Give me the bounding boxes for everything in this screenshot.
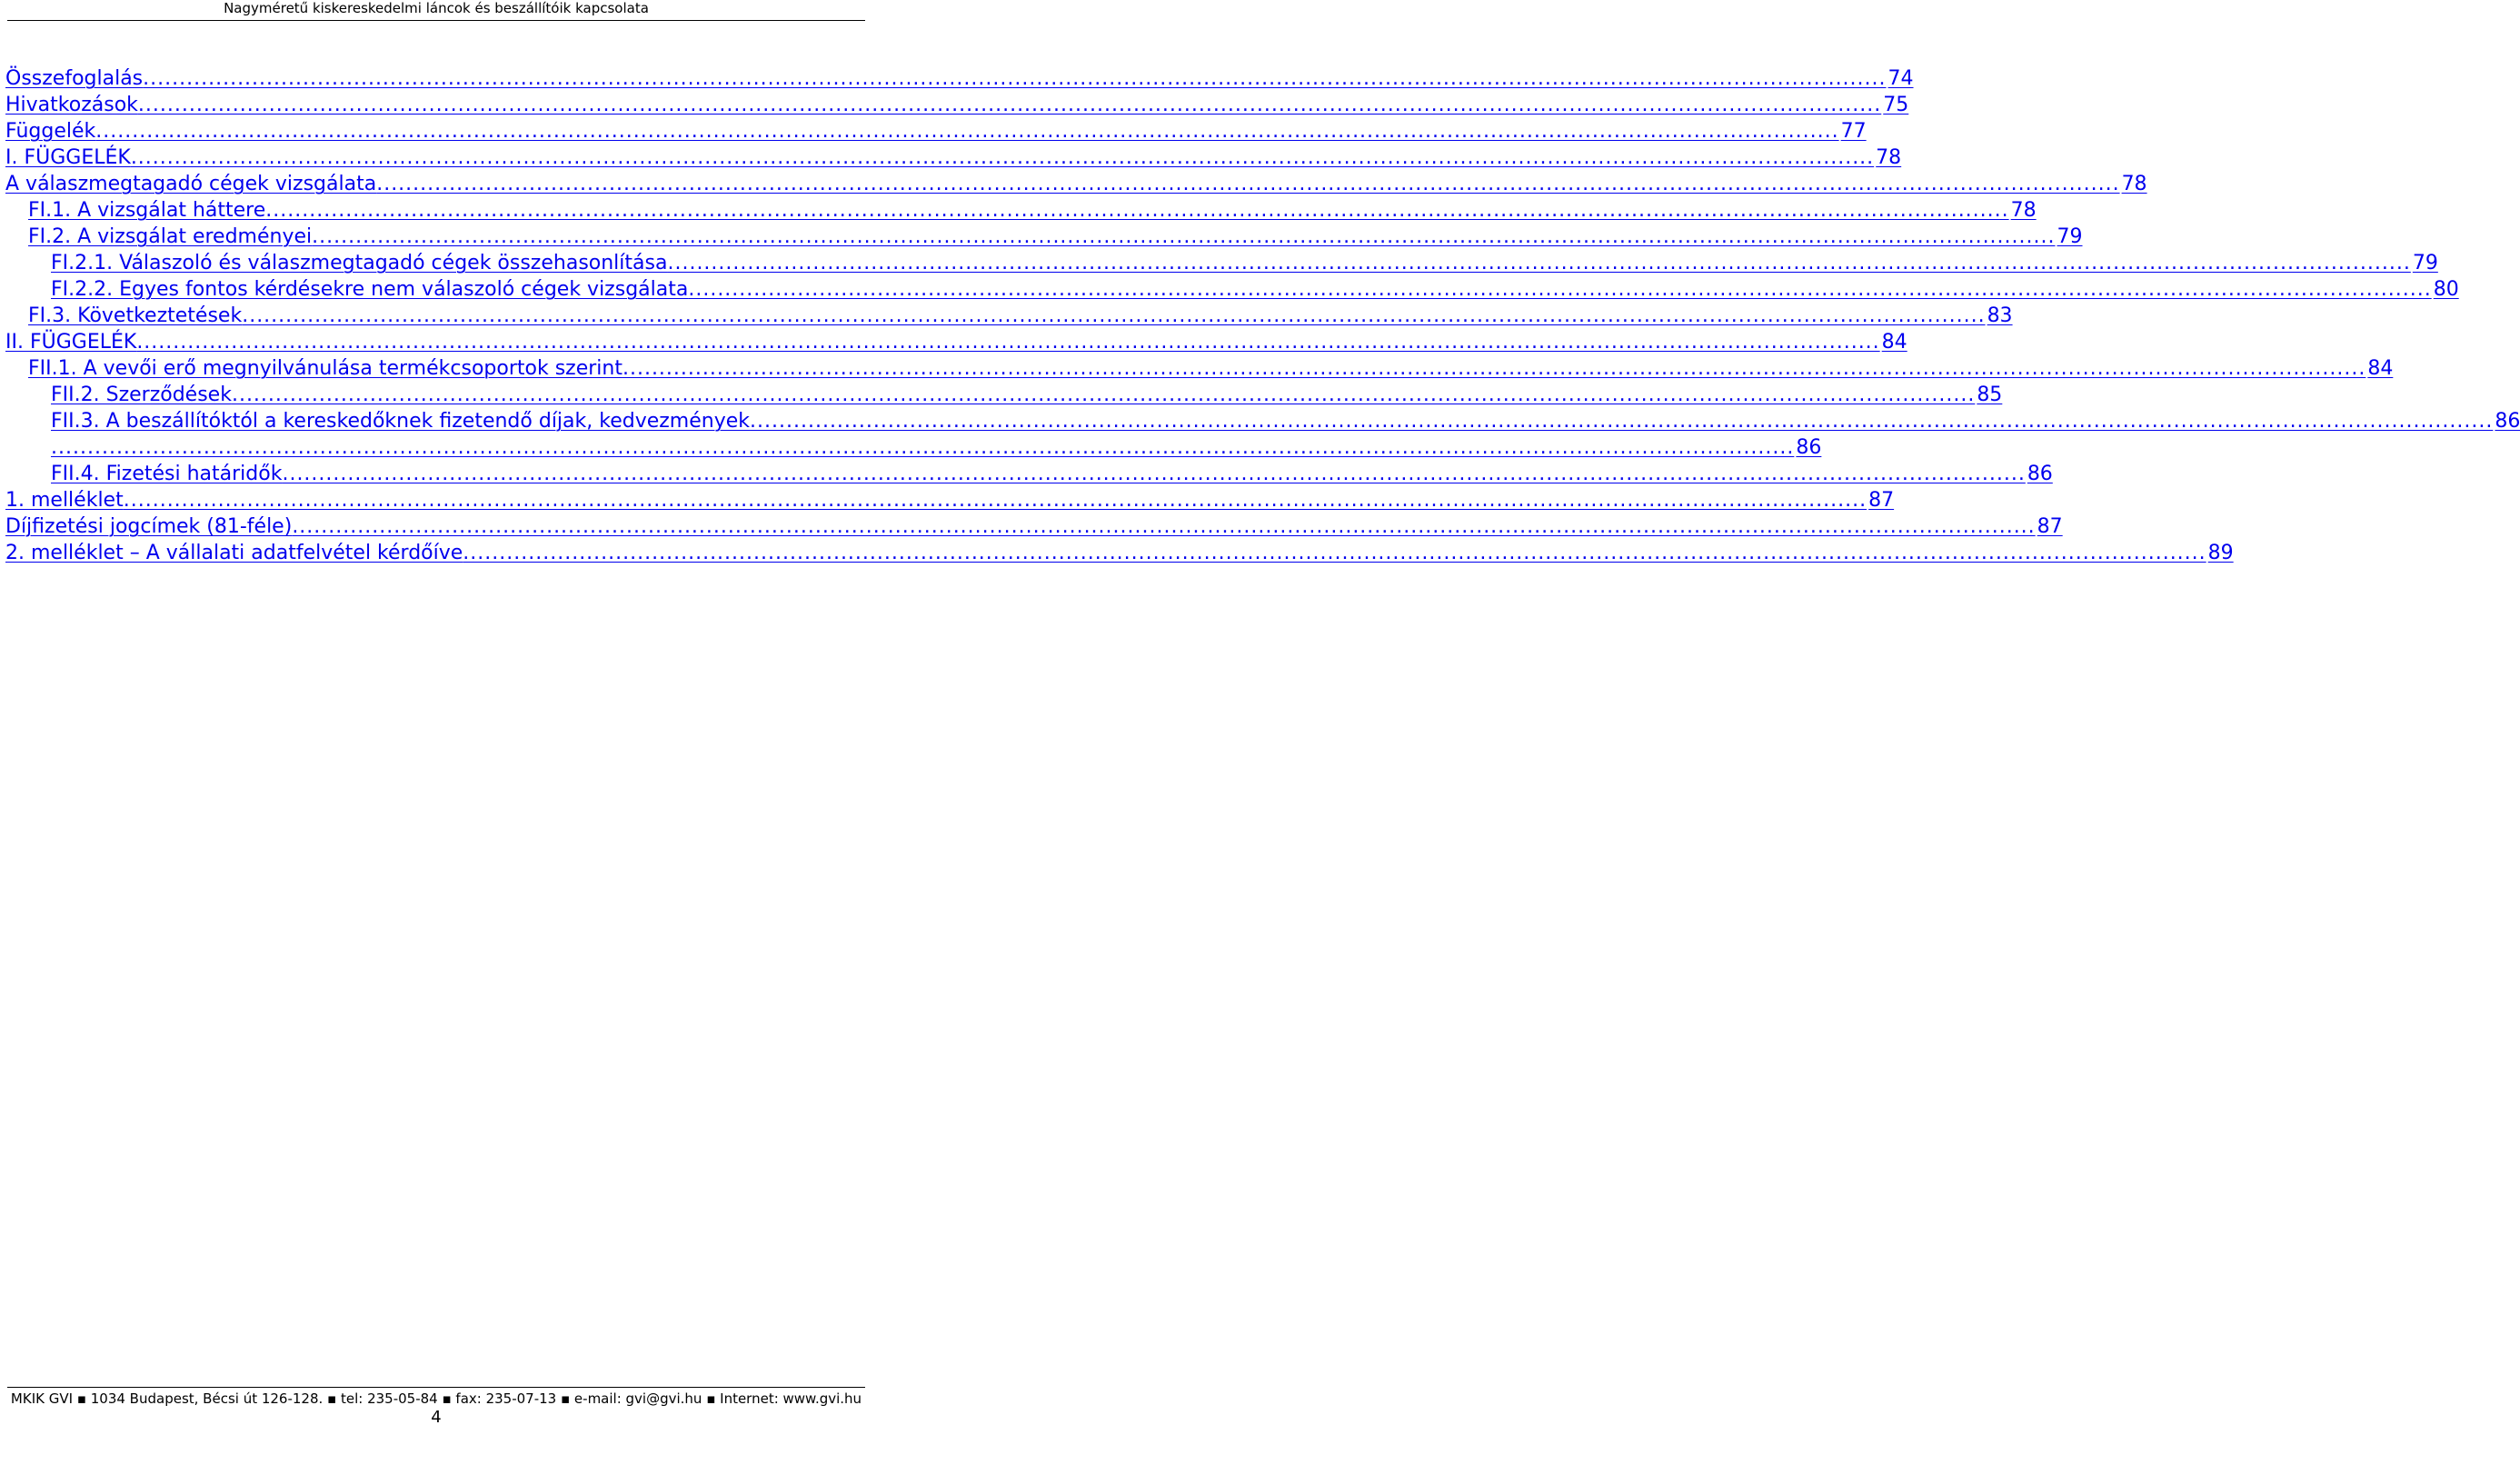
toc-title: Díjfizetési jogcímek (81-féle) [5, 515, 293, 538]
toc-page-number: 77 [1840, 120, 1867, 143]
toc-title: Összefoglalás [5, 67, 144, 90]
toc-entry-fuggelek[interactable] [5, 118, 1867, 145]
toc-title: FI.2.2. Egyes fontos kérdésekre nem válaszoló cégek vizsgálata [51, 278, 689, 301]
toc-title: FI.1. A vizsgálat háttere [28, 199, 266, 222]
toc-dot-leader [143, 65, 1886, 92]
toc-title: 1. melléklet [5, 489, 124, 512]
toc-page-number: 89 [2207, 542, 2234, 564]
toc-page-number: 78 [2010, 199, 2037, 222]
toc-page-number: 75 [1883, 94, 1909, 116]
toc-page-number: 87 [1868, 489, 1895, 512]
toc-dot-leader [292, 513, 2035, 540]
toc-page-number: 87 [2037, 515, 2063, 538]
running-footer: MKIK GVI ▪ 1034 Budapest, Bécsi út 126-128. ▪ tel: 235-05-84 ▪ fax: 235-07-13 ▪ e-mail: gvi@gvi.hu ▪ Internet: www.gvi.hu [10, 1390, 862, 1407]
toc-page-number: 86 [2027, 463, 2053, 485]
toc-entry-osszefoglalas[interactable] [5, 65, 1914, 92]
toc-page-number: 80 [2433, 278, 2459, 301]
toc-dot-leader [136, 329, 1879, 355]
toc-entry-ii-fuggelek[interactable] [5, 329, 1907, 355]
toc-dot-leader [463, 540, 2206, 566]
toc-title: Függelék [5, 120, 96, 143]
page-number: 4 [431, 1408, 442, 1427]
toc-page-number: 79 [2412, 252, 2438, 274]
header-title: Nagyméretű kiskereskedelmi láncok és beszállítóik kapcsolata [224, 0, 649, 16]
toc-entry-fi2[interactable] [5, 224, 2083, 250]
toc-title: FI.2.1. Válaszoló és válaszmegtagadó cégek összehasonlítása [51, 252, 668, 274]
toc-page-number: 85 [1977, 384, 2003, 406]
toc-entry-melleklet-1[interactable] [5, 487, 1895, 513]
footer-divider [7, 1387, 865, 1388]
toc-dot-leader [282, 461, 2025, 487]
toc-title: FI.3. Következtetések [28, 304, 243, 327]
toc-page-number: 78 [1876, 146, 1902, 169]
toc-title: FII.2. Szerződések [51, 384, 232, 406]
toc-dot-leader [265, 197, 2008, 224]
toc-dot-leader [124, 487, 1867, 513]
toc-dot-leader [138, 92, 1881, 118]
toc-entry-hivatkozasok[interactable] [5, 92, 1909, 118]
toc-title: 2. melléklet – A vállalati adatfelvétel kérdőíve [5, 542, 463, 564]
toc-entry-dijfizetesi[interactable] [5, 513, 2063, 540]
toc-page-number: 84 [2367, 357, 2394, 380]
toc-entry-empty[interactable] [5, 434, 1822, 461]
toc-entry-fi3[interactable] [5, 303, 2013, 329]
toc-entry-fii1[interactable] [5, 355, 2394, 382]
toc-dot-leader [376, 171, 2119, 197]
toc-page-number: 79 [2057, 225, 2083, 248]
running-header [7, 0, 865, 21]
toc-page-number: 86 [2495, 410, 2520, 433]
toc-entry-i-fuggelek[interactable] [5, 145, 1902, 171]
toc-title: Hivatkozások [5, 94, 138, 116]
toc-title: FI.2. A vizsgálat eredményei [28, 225, 313, 248]
toc-dot-leader [95, 118, 1838, 145]
toc-dot-leader [312, 224, 2055, 250]
toc-entry-fi22[interactable] [5, 276, 2459, 303]
toc-page-number: 78 [2121, 173, 2147, 195]
toc-dot-leader [750, 408, 2493, 434]
toc-page-number: 84 [1881, 331, 1907, 354]
toc-dot-leader [51, 434, 1794, 461]
toc-title: A válaszmegtagadó cégek vizsgálata [5, 173, 377, 195]
toc-dot-leader [688, 276, 2431, 303]
toc-entry-valaszmegtagado[interactable] [5, 171, 2147, 197]
toc-entry-melleklet-2[interactable] [5, 540, 2234, 566]
toc-title: II. FÜGGELÉK [5, 331, 137, 354]
toc-dot-leader [667, 250, 2410, 276]
toc-page-number: 83 [1987, 304, 2013, 327]
toc-title: FII.1. A vevői erő megnyilvánulása termékcsoportok szerint [28, 357, 623, 380]
toc-dot-leader [131, 145, 1874, 171]
toc-entry-fii4[interactable] [5, 461, 2053, 487]
toc-title: FII.3. A beszállítóktól a kereskedőknek fizetendő díjak, kedvezmények [51, 410, 751, 433]
toc-entry-fii2[interactable] [5, 382, 2003, 408]
toc-title: FII.4. Fizetési határidők [51, 463, 283, 485]
table-of-contents [5, 65, 2520, 566]
toc-dot-leader [242, 303, 1985, 329]
toc-entry-fii3[interactable] [5, 408, 2520, 434]
toc-dot-leader [232, 382, 1975, 408]
toc-page-number: 86 [1796, 436, 1822, 459]
toc-title: I. FÜGGELÉK [5, 146, 131, 169]
toc-page-number: 74 [1888, 67, 1914, 90]
toc-dot-leader [623, 355, 2366, 382]
toc-entry-fi1[interactable] [5, 197, 2037, 224]
toc-entry-fi21[interactable] [5, 250, 2438, 276]
